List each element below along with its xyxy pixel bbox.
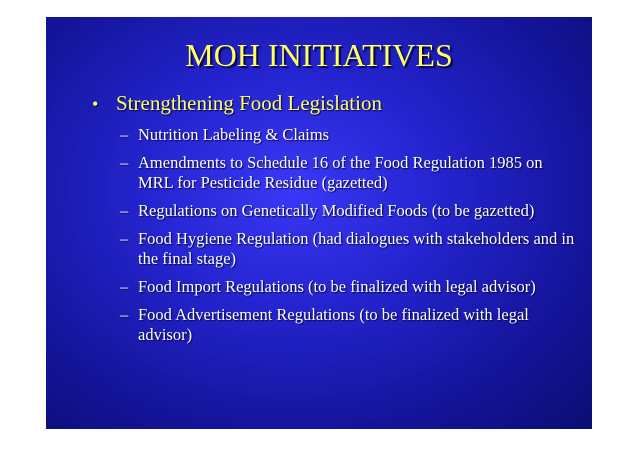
sub-bullet-text: Nutrition Labeling & Claims xyxy=(138,125,330,144)
dash-marker: – xyxy=(120,229,129,248)
sub-bullet-item xyxy=(120,277,580,297)
dash-marker: – xyxy=(120,305,129,324)
main-bullet-text: Strengthening Food Legislation xyxy=(116,91,382,115)
sub-bullet-text: Regulations on Genetically Modified Foods (to be gazetted) xyxy=(138,201,535,220)
dash-marker: – xyxy=(120,277,129,296)
slide xyxy=(46,17,592,429)
bullet-marker: • xyxy=(92,94,99,114)
dash-marker: – xyxy=(120,153,129,172)
sub-bullet-item xyxy=(120,125,580,145)
sub-bullet-item xyxy=(120,201,580,221)
sub-bullet-item xyxy=(120,305,580,345)
sub-bullet-item xyxy=(120,229,580,269)
sub-bullet-list xyxy=(120,125,580,353)
dash-marker: – xyxy=(120,125,129,144)
sub-bullet-text: Food Import Regulations (to be finalized with legal advisor) xyxy=(138,277,536,296)
main-bullet xyxy=(92,91,382,117)
slide-title: MOH INITIATIVES xyxy=(185,37,453,73)
sub-bullet-text: Food Hygiene Regulation (had dialogues with stakeholders and in the final stage) xyxy=(138,229,575,268)
sub-bullet-item xyxy=(120,153,580,193)
dash-marker: – xyxy=(120,201,129,220)
sub-bullet-text: Food Advertisement Regulations (to be finalized with legal advisor) xyxy=(138,305,529,344)
sub-bullet-text: Amendments to Schedule 16 of the Food Regulation 1985 on MRL for Pesticide Residue (gazetted) xyxy=(138,153,543,192)
